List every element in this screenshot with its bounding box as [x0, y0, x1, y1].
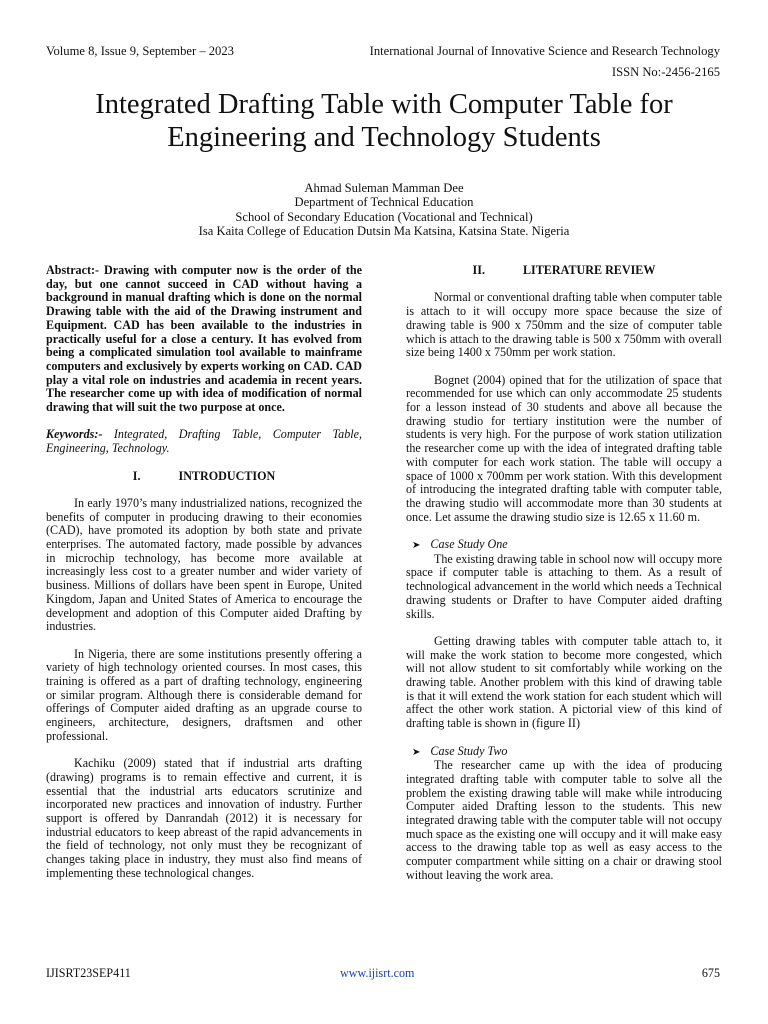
lit-paragraph: Normal or conventional drafting table when computer table is attach to it will occupy more space because the size of drawing table is 900 x 750mm and the size of computer table which is attach to the drawing table is 500 x 750mm with overall size being 1400 x 750mm per work station. — [406, 290, 722, 360]
footer-code: IJISRT23SEP411 — [46, 966, 131, 980]
footer-url-link[interactable]: www.ijisrt.com — [340, 966, 415, 980]
header-issn: ISSN No:-2456-2165 — [611, 65, 720, 79]
case-one-paragraph: Getting drawing tables with computer table attach to, it will make the work station to become more congested, which will not allow student to sit comfortably while working on the drawing table. Another problem with this kind of drawing table is that it will extend the work station for each student which will affect the other work station. A pictorial view of this kind of drafting table is shown in (figure II) — [406, 633, 722, 731]
intro-paragraph: In early 1970’s many industrialized nations, recognized the benefits of computer in producing drawing to their economies (CAD), have promoted its adoption by both state and private enterprises. The automated factory, made possible by advances in microchip technology, has become more available at increasingly less cost to a greater number and wider variety of business. Millions of dollars have been spent in Europe, United Kingdom, Japan and United States of America to encourage the development and adoption of this Computer aided Drafting by industries. — [46, 495, 362, 634]
author-college: Isa Kaita College of Education Dutsin Ma Katsina, Katsina State. Nigeria — [198, 224, 570, 239]
case-two-paragraph: The researcher came up with the idea of producing integrated drafting table with computer table to solve all the problem the existing drawing table will make while introducing Computer aided Drafting lesson to the students. This new integrated drawing table with the computer table will not occupy much space as the existing one will occupy and it will make easy access to the drawing table top as well as easy access to the computer compartment while sitting on a chair or drawing stool without leaving the work area. — [406, 758, 722, 882]
author-school: School of Secondary Education (Vocational and Technical) — [235, 209, 533, 224]
intro-paragraph: In Nigeria, there are some institutions presently offering a variety of high technology oriented courses. In most cases, this training is offered as a part of drafting technology, engineering or similar program. Although there is considerable demand for offerings of Computer aided drafting as an upgrade course to engineers, architecture, designers, draftsmen and other professional. — [46, 646, 362, 743]
paper-title: Integrated Drafting Table with Computer Table for Engineering and Technology Students — [95, 89, 673, 153]
section-number: II. — [472, 263, 485, 277]
keywords-label: Keywords:- — [46, 427, 103, 442]
intro-paragraph: Kachiku (2009) stated that if industrial arts drafting (drawing) programs is to remain effective and current, it is essential that the industrial arts educators scrutinize and incorporated new practices and innovation of industry. Further support is offered by Danrandah (2012) it is necessary for industrial educators to keep abreast of the rapid advancements in the field of technology, not only must they be recognizant of changes taking place in industry, they must also find means of implementing these technological changes. — [46, 756, 362, 880]
arrow-bullet-icon: ➤ — [412, 540, 421, 552]
case-study-one-heading — [406, 538, 722, 553]
section-title: INTRODUCTION — [178, 468, 276, 483]
page-number: 675 — [701, 966, 720, 980]
author-name: Ahmad Suleman Mamman Dee — [304, 181, 464, 195]
case-study-title: Case Study One — [430, 537, 508, 552]
section-title: LITERATURE REVIEW — [522, 263, 656, 277]
arrow-bullet-icon: ➤ — [412, 746, 421, 758]
section-number: I. — [132, 468, 141, 483]
left-column — [46, 264, 362, 881]
case-study-two-heading — [406, 745, 722, 760]
right-column — [406, 264, 722, 883]
case-study-title: Case Study Two — [430, 743, 508, 758]
section-heading-literature-review — [406, 264, 722, 278]
lit-paragraph: Bognet (2004) opined that for the utilization of space that recommended for use which can only accommodate 25 students for a lesson instead of 30 students and above all because the drawing studio for tertiary institution were the number of students is very high. For the purpose of work station utilization the researcher come up with the idea of integrated drafting table with computer for each work station. The table will occupy a space of 1000 x 700mm per work station. With this development of introducing the integrated drafting table with computer table, the drawing studio will accommodate more than 30 students at once. Let assume the drawing studio size is 12.65 x 11.60 m. — [406, 372, 722, 524]
author-department: Department of Technical Education — [294, 195, 474, 210]
author-block — [40, 181, 728, 239]
keywords-text: Integrated, Drafting Table, Computer Table, Engineering, Technology. — [46, 427, 362, 456]
header-volume: Volume 8, Issue 9, September – 2023 — [46, 44, 234, 58]
abstract: Abstract:- Drawing with computer now is the order of the day, but one cannot succeed in CAD without having a background in manual drafting which is done on the normal Drawing table with the aid of the Drawing instrument and Equipment. CAD has been available to the industries in practically useful for a close a century. It has evolved from being a complicated simulation tool available to mainframe computers and exclusively by experts working on CAD. CAD play a vital role on industries and academia in recent years. The researcher come up with idea of modification of normal drawing that will suit the two purpose at once. — [46, 263, 362, 415]
keywords — [46, 428, 362, 455]
case-one-paragraph: The existing drawing table in school now will occupy more space if computer table is attaching to them. As a result of technological advancement in the world which needs a Technical drawing students or Drafter to have Computer aided drafting skills. — [406, 551, 722, 621]
header-journal: International Journal of Innovative Science and Research Technology — [369, 44, 720, 58]
section-heading-introduction — [46, 470, 362, 484]
